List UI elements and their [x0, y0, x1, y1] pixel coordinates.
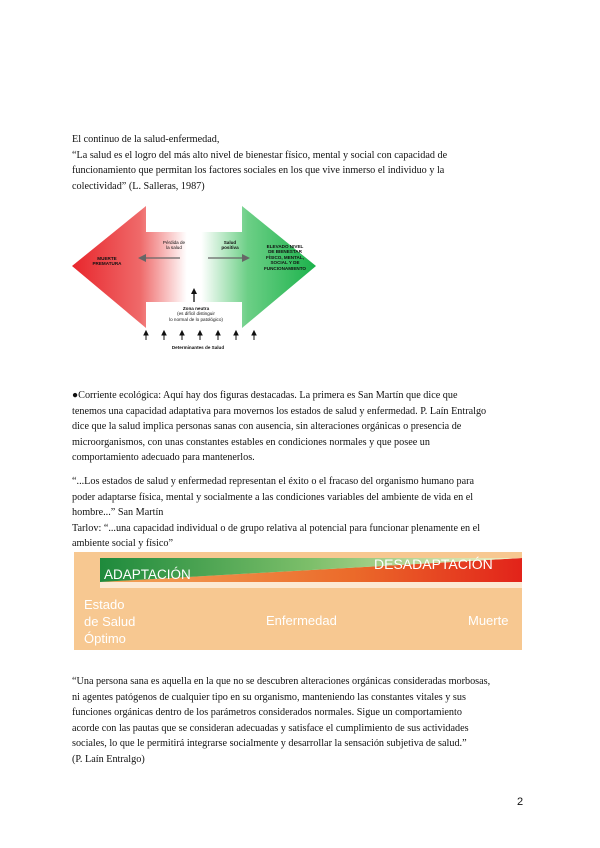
ecological-line: comportamiento adecuado para mantenerlos. — [72, 452, 255, 464]
quote-line: ambiente social y físico” — [72, 538, 173, 550]
quote-line: (P. Laín Entralgo) — [72, 753, 145, 765]
intro-line: “La salud es el logro del más alto nivel de bienestar físico, mental y social con capacidad de — [72, 149, 448, 161]
quote-line: hombre...” San Martín — [72, 507, 164, 519]
sanmartin-quote — [72, 474, 528, 552]
lain-quote — [72, 674, 528, 768]
quote-line: acorde con las pautas que se consideran adecuadas y satisface el cumplimiento de sus actividades — [72, 722, 469, 734]
adaptation-diagram — [74, 552, 522, 650]
continuum-arrow-graphic — [72, 202, 316, 360]
quote-line: ni agentes patógenos de cualquier tipo en su organismo, manteniendo las constantes vitales y sus — [72, 691, 466, 703]
quote-line: funciones orgánicas dentro de los parámetros considerados normales. Sigue un comportamiento — [72, 707, 462, 719]
health-continuum-diagram — [72, 202, 316, 360]
intro-line: funcionamiento que permitan los factores sociales en los que vive inmerso el individuo y la — [72, 165, 445, 177]
premature-death-label: MUERTE PREMATURA — [92, 256, 122, 267]
quote-line: Tarlov: “...una capacidad individual o de grupo relativa al potencial para funcionar plenamente en el — [72, 522, 481, 534]
quote-line: sociales, lo que le permitirá integrarse socialmente y desarrollar la sensación subjetiva de salud.” — [72, 738, 467, 750]
adaptation-label: ADAPTACIÓN — [104, 567, 191, 582]
determinants-arrows — [144, 331, 256, 340]
intro-line: colectividad” (L. Salleras, 1987) — [72, 180, 205, 192]
ecological-line: ●Corriente ecológica: Aquí hay dos figuras destacadas. La primera es San Martín que dice que — [72, 390, 458, 401]
quote-line: poder adaptarse física, mental y socialmente a las condiciones variables del ambiente de vida en el — [72, 491, 474, 503]
optimal-health-label: Estado de Salud Óptimo — [84, 597, 136, 646]
intro-paragraph — [72, 132, 528, 194]
ecological-line: dice que la salud implica personas sanas con ausencia, sin alteraciones orgánicas o presencia de — [72, 421, 462, 433]
death-label: Muerte — [468, 613, 509, 628]
positive-health-label: Salud positiva — [221, 240, 239, 251]
intro-line: El continuo de la salud-enfermedad, — [72, 134, 220, 145]
desadaptation-label: DESADAPTACIÓN — [374, 556, 493, 572]
high-wellbeing-label: ELEVADO NIVEL DE BIENESTAR FÍSICO, MENTAL, SOCIAL Y DE FUNCIONAMIENTO — [263, 244, 307, 271]
disease-label: Enfermedad — [266, 613, 337, 628]
ecological-paragraph — [72, 388, 528, 466]
health-loss-label: Pérdida de la salud — [162, 240, 186, 251]
ecological-line: microorganismos, con unas constantes estables en condiciones normales y que posee un — [72, 436, 430, 448]
neutral-zone-label: Zona neutra (es difícil distinguir lo normal de lo patológico) — [169, 306, 223, 322]
page-number: 2 — [517, 796, 524, 808]
determinants-label: Determinantes de Salud — [171, 345, 225, 350]
quote-line: “...Los estados de salud y enfermedad representan el éxito o el fracaso del organismo humano para — [72, 476, 475, 487]
ecological-line: tenemos una capacidad adaptativa para movernos los estados de salud y enfermedad. P. Laín Entralgo — [72, 405, 487, 417]
quote-line: “Una persona sana es aquella en la que no se descubren alteraciones orgánicas consideradas morbosas, — [72, 676, 491, 687]
